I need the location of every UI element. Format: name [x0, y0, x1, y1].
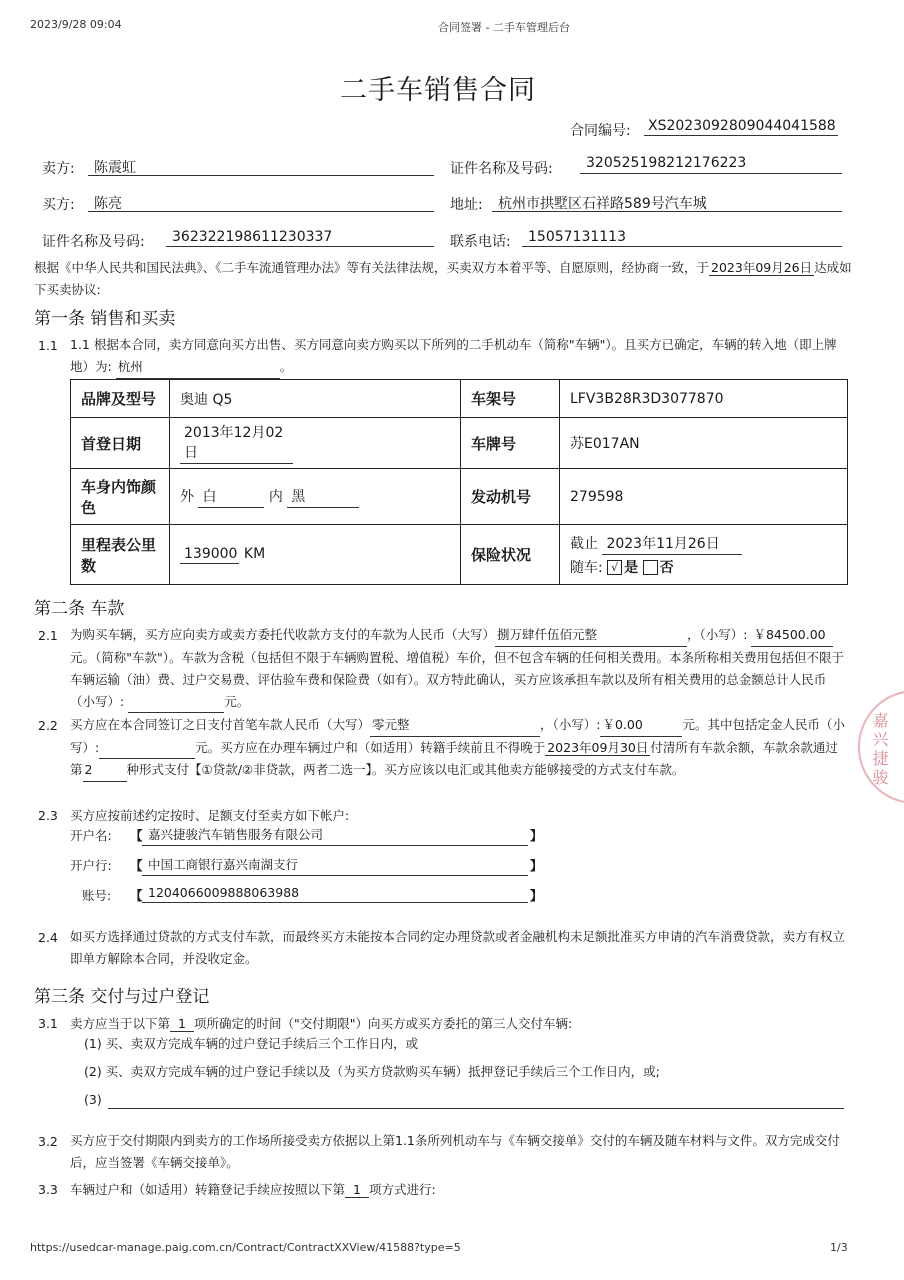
contract-no-value: XS2023092809044041588	[644, 118, 838, 136]
delivery-option-3-blank	[108, 1108, 844, 1109]
clause-3-1-text-b: 项所确定的时间（"交付期限"）向买方或买方委托的第三人交付车辆:	[193, 1016, 573, 1031]
bank-right-bracket: 】	[530, 858, 543, 873]
account-number-value: 1204066009888063988	[142, 885, 528, 903]
clause-1-1-end: 。	[279, 359, 293, 374]
print-url: https://usedcar-manage.paig.com.cn/Contract/ContractXXView/41588?type=5	[30, 1241, 461, 1254]
clause-3-3	[70, 1180, 436, 1198]
insurance-yes-label: 是	[624, 559, 639, 576]
buyer-phone: 15057131113	[528, 229, 626, 245]
article-2-title: 第二条 车款	[34, 599, 125, 619]
seller-id-underline	[580, 173, 842, 174]
insurance-until-row	[570, 533, 837, 555]
transfer-city: 杭州	[116, 356, 280, 379]
clause-2-4-text: 如买方选择通过贷款的方式支付车款，而最终买方未能按本合同约定办理贷款或者金融机构未足额批准买方申请的汽车消费贷款，卖方有权立即单方解除本合同，并没收定金。	[70, 929, 846, 966]
clause-3-1-number: 3.1	[38, 1016, 58, 1031]
seller-name: 陈震虹	[94, 160, 136, 176]
vin-label: 车架号	[461, 380, 560, 418]
insurance-no-label: 否	[659, 559, 674, 576]
insurance-no-checkbox	[643, 560, 658, 575]
buyer-id-label: 证件名称及号码:	[42, 234, 145, 250]
mileage-unit: KM	[243, 545, 266, 562]
buyer-label: 买方:	[42, 197, 75, 213]
page-number: 1/3	[830, 1241, 848, 1254]
brand-value: 奥迪 Q5	[170, 380, 461, 418]
clause-2-3-text: 买方应按前述约定按时、足额支付至卖方如下帐户:	[70, 808, 350, 823]
outer-color-value: 白	[198, 486, 264, 508]
reg-date-label: 首登日期	[71, 418, 170, 469]
bank-value: 中国工商银行嘉兴南湖支行	[142, 855, 528, 876]
company-seal-text: 嘉兴捷骏	[870, 712, 889, 788]
contract-title: 二手车销售合同	[340, 75, 536, 106]
account-name-right-bracket: 】	[530, 828, 543, 843]
seller-label: 卖方:	[42, 161, 75, 177]
total-fees-blank	[128, 696, 224, 713]
clause-1-1	[70, 334, 850, 379]
reg-date-cell	[170, 418, 461, 469]
clause-3-1	[70, 1014, 572, 1032]
clause-3-3-number: 3.3	[38, 1182, 58, 1197]
plate-label: 车牌号	[461, 418, 560, 469]
clause-3-3-text-b: 项方式进行:	[368, 1182, 436, 1197]
buyer-id-underline	[166, 246, 434, 247]
clause-3-1-text-a: 卖方应当于以下第	[70, 1016, 171, 1031]
account-number-left-bracket: 【	[130, 888, 143, 903]
seller-underline	[88, 175, 434, 176]
article-1-title: 第一条 销售和买卖	[34, 309, 176, 329]
inner-color-value: 黑	[287, 486, 359, 508]
inner-color-label: 内	[268, 488, 283, 505]
account-name-left-bracket: 【	[130, 828, 143, 843]
clause-2-1-text-c: 元。（简称"车款"）。车款为含税（包括但不限于车辆购置税、增值税）车价，但不包含车辆的任何相关费用。本条所称相关费用包括但不限于车辆运输（油）费、过户交易费、评估验车费和保险费（如有）。双方特此确认，买方应该承担车款以及所有相关费用的总金额总计人民币（小写）:	[70, 650, 845, 709]
buyer-underline	[88, 211, 434, 212]
address-underline	[492, 211, 842, 212]
insurance-with-label: 随车:	[570, 559, 603, 576]
brand-label: 品牌及型号	[71, 380, 170, 418]
contract-no-label: 合同编号:	[570, 123, 631, 139]
clause-2-1-number: 2.1	[38, 628, 58, 643]
clause-1-1-text: 1.1 根据本合同，卖方同意向买方出售、买方同意向卖方购买以下所列的二手机动车（简称"车辆"）。且买方已确定，车辆的转入地（即上牌地）为:	[70, 337, 837, 374]
total-price-words: 捌万肆仟伍佰元整	[495, 624, 687, 647]
seller-id-label: 证件名称及号码:	[450, 161, 553, 177]
delivery-option-number: 1	[170, 1016, 194, 1032]
transfer-option-number: 1	[345, 1182, 369, 1198]
final-payment-date: 2023年09月30日	[547, 740, 649, 755]
clause-2-1	[70, 624, 850, 713]
clause-3-2-number: 3.2	[38, 1134, 58, 1149]
engine-value: 279598	[560, 469, 848, 525]
mileage-cell	[170, 525, 461, 585]
plate-value: 苏E017AN	[560, 418, 848, 469]
article-3-title: 第三条 交付与过户登记	[34, 987, 210, 1007]
clause-2-2-text-b: ，（小写）:	[540, 717, 601, 732]
insurance-cell	[560, 525, 848, 585]
clause-2-2-text-a: 买方应在本合同签订之日支付首笔车款人民币（大写）	[70, 717, 371, 732]
engine-label: 发动机号	[461, 469, 560, 525]
insurance-label: 保险状况	[461, 525, 560, 585]
insurance-yes-checkbox: √	[607, 560, 622, 575]
delivery-option-1: (1) 买、卖双方完成车辆的过户登记手续后三个工作日内，或	[84, 1036, 419, 1051]
first-payment-number: ￥0.00	[600, 714, 682, 737]
clause-1-1-number: 1.1	[38, 338, 58, 353]
vin-value: LFV3B28R3D3077870	[560, 380, 848, 418]
payment-method: 2	[83, 759, 127, 782]
seller-id: 320525198212176223	[586, 155, 747, 171]
print-page-title: 合同签署 - 二手车管理后台	[438, 21, 570, 34]
reg-date-value: 2013年12月02日	[180, 422, 293, 464]
deposit-blank	[99, 742, 195, 759]
phone-label: 联系电话:	[450, 234, 511, 250]
first-payment-words: 零元整	[370, 714, 540, 737]
delivery-option-3: (3)	[84, 1092, 102, 1107]
contract-no	[644, 118, 838, 136]
phone-underline	[522, 246, 842, 247]
account-number-right-bracket: 】	[530, 888, 543, 903]
mileage-label: 里程表公里数	[71, 525, 170, 585]
intro-text: 根据《中华人民共和国民法典》、《二手车流通管理办法》等有关法律法规，买卖双方本着平等、自愿原则，经协商一致，于	[34, 260, 710, 275]
vehicle-info-table	[70, 379, 848, 585]
total-price-number: ￥84500.00	[751, 624, 833, 647]
buyer-name: 陈亮	[94, 196, 122, 212]
bank-left-bracket: 【	[130, 858, 143, 873]
bank-label: 开户行:	[70, 858, 112, 873]
clause-2-3-number: 2.3	[38, 808, 58, 823]
buyer-address: 杭州市拱墅区石祥路589号汽车城	[498, 196, 707, 212]
clause-2-2-text-d: 元。买方应在办理车辆过户和（如适用）转籍手续前且不得晚于	[195, 740, 546, 755]
clause-2-2-number: 2.2	[38, 718, 58, 733]
color-label: 车身内饰颜色	[71, 469, 170, 525]
clause-2-2	[70, 714, 850, 782]
clause-2-2-text-e: 付清所有车款余额，车款余款通过第	[70, 740, 838, 777]
delivery-option-2: (2) 买、卖双方完成车辆的过户登记手续以及（为买方贷款购买车辆）抵押登记手续后三个工作日内，或;	[84, 1064, 660, 1079]
clause-2-4-number: 2.4	[38, 930, 58, 945]
clause-2-2-text-c: 元。其中包括定金人民币（小写）:	[70, 717, 845, 755]
insurance-with-row	[570, 557, 837, 577]
clause-2-2-text-f: 种形式支付【①贷款/②非贷款，两者二选一】。买方应该以电汇或其他卖方能够接受的方式支付车款。	[126, 762, 685, 777]
account-number-label: 账号:	[82, 888, 112, 903]
clause-3-3-text-a: 车辆过户和（如适用）转籍登记手续应按照以下第	[70, 1182, 346, 1197]
clause-2-1-text-b: ，（小写）:	[687, 627, 748, 642]
intro-text-end: 达成如下买卖协议:	[34, 260, 852, 297]
address-label: 地址:	[450, 197, 483, 213]
clause-2-1-text-a: 为购买车辆，买方应向卖方或卖方委托代收款方支付的车款为人民币（大写）	[70, 627, 496, 642]
intro-paragraph	[34, 257, 854, 301]
account-name-label: 开户名:	[70, 828, 112, 843]
mileage-value: 139000	[180, 546, 239, 564]
clause-2-1-text-d: 元。	[224, 694, 250, 709]
intro-date: 2023年09月26日	[711, 260, 813, 275]
print-datetime: 2023/9/28 09:04	[30, 18, 122, 31]
clause-3-2-text: 买方应于交付期限内到卖方的工作场所接受卖方依据以上第1.1条所列机动车与《车辆交接单》交付的车辆及随车材料与文件。双方完成交付后，应当签署《车辆交接单》。	[70, 1133, 840, 1170]
insurance-until-value: 2023年11月26日	[602, 533, 742, 555]
insurance-until-label: 截止	[570, 535, 598, 552]
outer-color-label: 外	[180, 488, 194, 505]
account-name-value: 嘉兴捷骏汽车销售服务有限公司	[142, 825, 528, 846]
buyer-id: 362322198611230337	[172, 229, 333, 245]
color-cell	[170, 469, 461, 525]
